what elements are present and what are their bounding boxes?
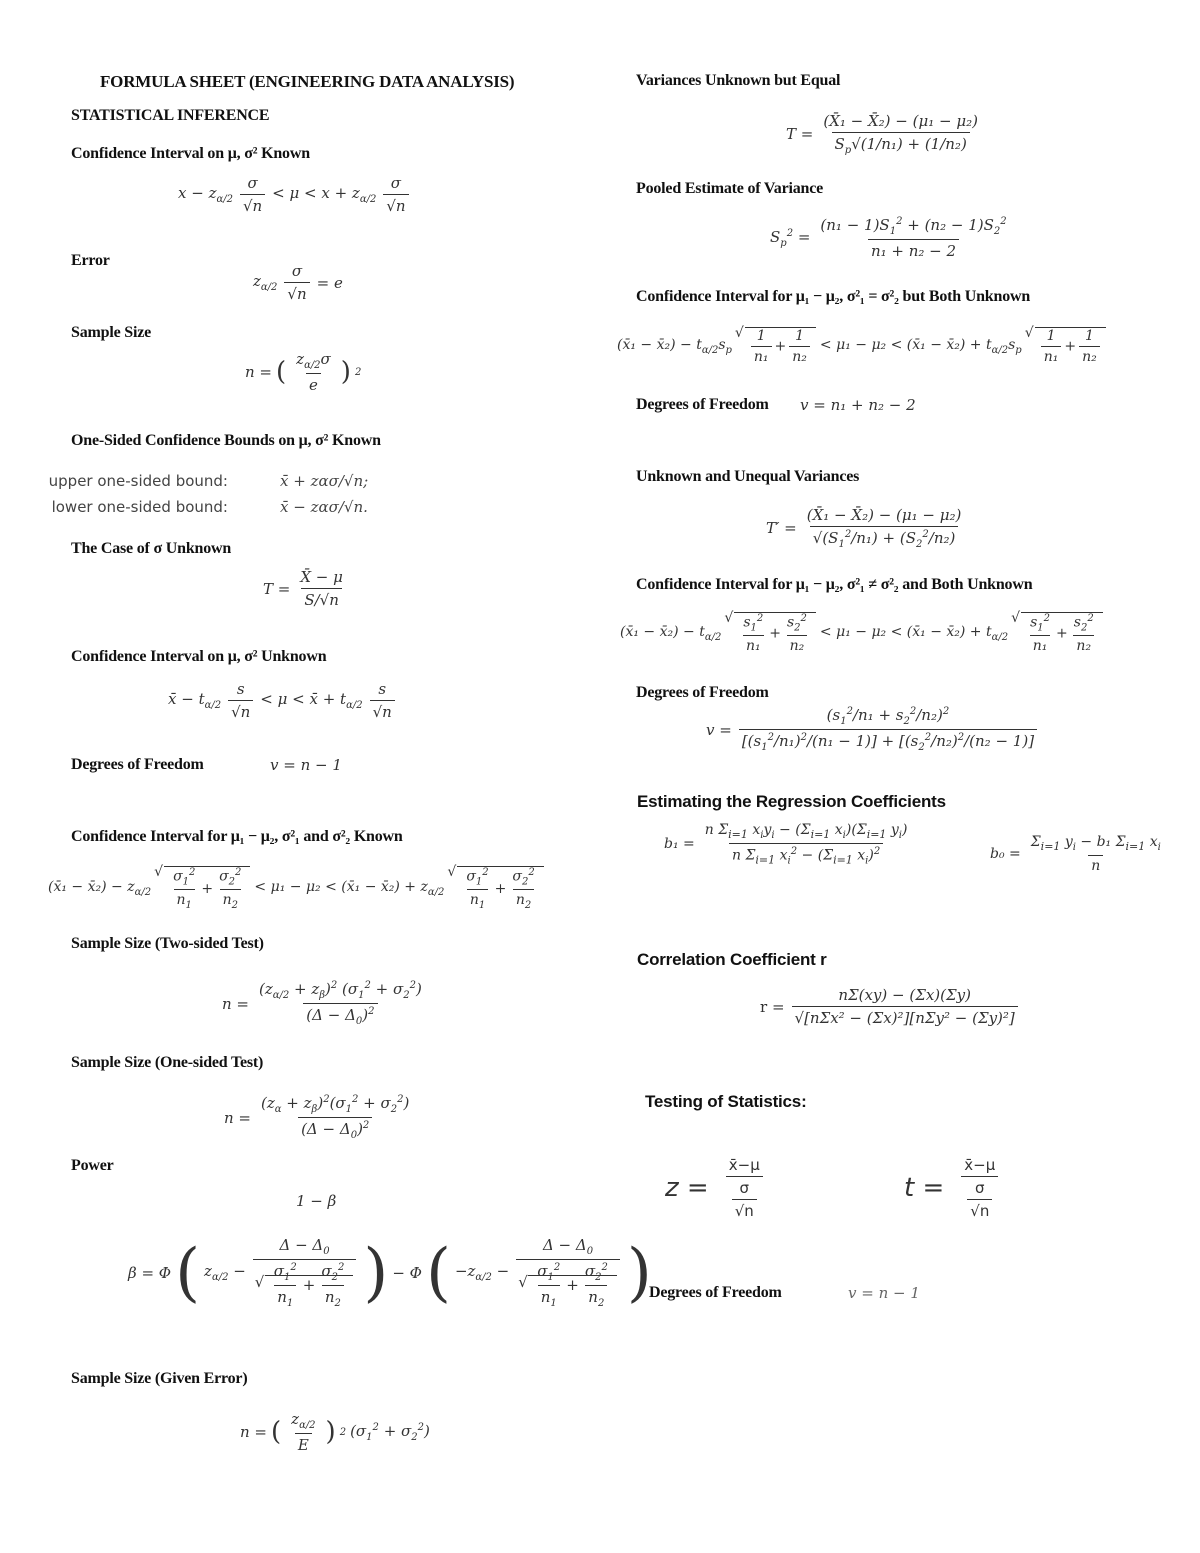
heading-testing: Testing of Statistics: <box>645 1092 807 1111</box>
formula-dof-1: v = n₁ + n₂ − 2 <box>800 396 916 414</box>
formula-t-test: t = $\frac{x̄-\mu}{\frac{\sigma}{√n}}$ <box>904 1156 1001 1220</box>
heading-one-sided: One-Sided Confidence Bounds on μ, σ² Known <box>71 432 381 449</box>
heading-regression: Estimating the Regression Coefficients <box>637 792 946 811</box>
heading-ss-two-sided: Sample Size (Two-sided Test) <box>71 935 264 952</box>
formula-correlation: r = $\frac{n\Sigma(xy) - (\Sigma x)(\Sigma y)}{\text{√[nΣx² − (Σx)²][nΣy² − (Σy)²]}}$ <box>760 986 1021 1027</box>
formula-t-pooled: T = $\frac{\text{(X̄₁ − X̄₂) − (μ₁ − μ₂)}}{S_p√(1/n_1) + (1/n_2)}$ <box>786 112 978 156</box>
lower-bound-label: lower one-sided bound: <box>51 498 228 516</box>
heading-var-equal: Variances Unknown but Equal <box>636 72 841 89</box>
one-sided-bounds <box>38 472 368 524</box>
formula-sample-size: n = ( $\frac{z_{\alpha/2}\sigma}{e}$ ) 2 <box>245 350 362 394</box>
formula-ci-unequal: (x̄₁ − x̄₂) − $t_{\alpha/2}$ √ $\frac{s_1^2}{\text{n₁}}$ + $\frac{s_2^2}{\text{n₂}}$ < μ₁ − μ₂ < (x̄₁ − x̄₂) + $t_{\alpha/2}$ √ $\frac{s_1^2}{\text{n₁}}$ + $\frac{s_2^2}{\text{n₂}}$ <box>620 612 1103 654</box>
formula-beta: β = Φ ( $z_{\alpha/2}$ − $\Delta - \Delta_0$ √ $\frac{\sigma_1^2}{n_1}$ + $\frac{\sigma_2^2}{n_2}$ ) − Φ ( $-z_{\alpha/2}$ − $\Delta - \Delta_0$ √ $\frac{\sigma_1^2}{n_1}$ + $\frac{\sigma_2^2}{n_2}$ ) <box>128 1236 652 1309</box>
formula-ss-one-sided: n = $\frac{(z_\alpha + z_\beta)^2(\sigma_1^2 + \sigma_2^2)}{(\Delta - \Delta_0)^2}$ <box>224 1094 410 1141</box>
heading-correlation: Correlation Coefficient r <box>637 950 827 969</box>
section-heading: STATISTICAL INFERENCE <box>71 107 270 124</box>
heading-error: Error <box>71 252 110 269</box>
heading-unequal: Unknown and Unequal Variances <box>636 468 860 485</box>
formula-power: 1 − β <box>296 1192 337 1210</box>
formula-ss-given-error: n = ( $\frac{z_{\alpha/2}}{E}$ ) 2 $(\sigma_1^2 + \sigma_2^2)$ <box>240 1410 430 1454</box>
heading-ci-equal: Confidence Interval for μ₁ − μ₂, σ²₁ = σ²₂ but Both Unknown <box>636 288 1031 305</box>
heading-ci-known: Confidence Interval on μ, σ² Known <box>71 145 310 162</box>
formula-z-test: z = $\frac{x̄-\mu}{\frac{\sigma}{√n}}$ <box>665 1156 766 1220</box>
formula-dof-3: v = n − 1 <box>848 1284 920 1302</box>
heading-ss-given-error: Sample Size (Given Error) <box>71 1370 248 1387</box>
lower-bound-value: x̄ − zασ/√n. <box>280 498 368 516</box>
formula-ss-two-sided: n = $\frac{(z_{\alpha/2} + z_\beta)^2 (\sigma_1^2 + \sigma_2^2)}{(\Delta - \Delta_0)^2}$ <box>222 980 422 1027</box>
heading-sigma-unknown: The Case of σ Unknown <box>71 540 232 557</box>
formula-t-statistic: T = $\frac{X̄ - \mu}{S/√n}$ <box>263 568 343 609</box>
heading-ci-unequal: Confidence Interval for μ₁ − μ₂, σ²₁ ≠ σ²₂ and Both Unknown <box>636 576 1033 593</box>
heading-ss-one-sided: Sample Size (One-sided Test) <box>71 1054 264 1071</box>
heading-dof-1: Degrees of Freedom <box>636 396 769 413</box>
heading-dof-3: Degrees of Freedom <box>649 1284 782 1301</box>
formula-ci-unknown: x̄ − $t_{\alpha/2}$ $\frac{s}{√n}$ < μ < x̄ + $t_{\alpha/2}$ $\frac{s}{√n}$ <box>168 680 398 721</box>
heading-power: Power <box>71 1157 114 1174</box>
heading-dof-left: Degrees of Freedom <box>71 756 204 773</box>
heading-sample-size: Sample Size <box>71 324 152 341</box>
heading-ci-unknown: Confidence Interval on μ, σ² Unknown <box>71 648 327 665</box>
formula-ci-equal: (x̄₁ − x̄₂) − $t_{\alpha/2}s_p$ √ $\frac{1}{\text{n₁}}$ + $\frac{1}{\text{n₂}}$ < μ₁ − μ₂ < (x̄₁ − x̄₂) + $t_{\alpha/2}s_p$ √ $\frac{1}{\text{n₁}}$ + $\frac{1}{\text{n₂}}$ <box>617 327 1106 365</box>
formula-pooled: $S_p^2$ = $\frac{(n_1 - 1)S_1^2 + (n_2 - 1)S_2^2}{\text{n₁ + n₂ − 2}}$ <box>770 216 1007 260</box>
formula-ci-known: $x - z_{\alpha/2}$ $\frac{\sigma}{√n}$ < $\mu < x + z_{\alpha/2}$ $\frac{\sigma}{√n}$ <box>178 174 412 215</box>
formula-dof-2: v = $\frac{(s_1^2/n_1 + s_2^2/n_2)^2}{[(s_1^2/n_1)^2/(n_1 - 1)] + [(s_2^2/n_2)^2/(n_2 - 1)]}$ <box>706 706 1040 753</box>
formula-error: $z_{\alpha/2}$ $\frac{\sigma}{√n}$ = e <box>253 262 343 303</box>
heading-pooled: Pooled Estimate of Variance <box>636 180 824 197</box>
heading-dof-2: Degrees of Freedom <box>636 684 769 701</box>
formula-b1: b₁ = $\frac{n \Sigma_{i=1} x_iy_i - (\Sigma_{i=1} x_i)(\Sigma_{i=1} y_i)}{n \Sigma_{i=1} x_i^2 - (\Sigma_{i=1} x_i)^2}$ <box>664 822 908 867</box>
page-title: FORMULA SHEET (ENGINEERING DATA ANALYSIS) <box>100 72 515 91</box>
formula-b0: b₀ = $\frac{\Sigma_{i=1} y_i - b_1 \Sigma_{i=1} x_i}{n}$ <box>990 834 1161 874</box>
upper-bound-value: x̄ + zασ/√n; <box>280 472 369 490</box>
heading-ci-two-known: Confidence Interval for μ₁ − μ₂, σ²₁ and σ²₂ Known <box>71 828 403 845</box>
upper-bound-label: upper one-sided bound: <box>48 472 228 490</box>
formula-t-unequal: T′ = $\frac{\text{(X̄₁ − X̄₂) − (μ₁ − μ₂)}}{√(S_1^2/n_1) + (S_2^2/n_2)}$ <box>766 506 962 550</box>
formula-ci-two-known: (x̄₁ − x̄₂) − $z_{\alpha/2}$ √ $\frac{\sigma_1^2}{n_1}$ + $\frac{\sigma_2^2}{n_2}$ < μ₁ − μ₂ < (x̄₁ − x̄₂) + $z_{\alpha/2}$ √ $\frac{\sigma_1^2}{n_1}$ + $\frac{\sigma_2^2}{n_2}$ <box>48 866 544 911</box>
formula-dof-left: v = n − 1 <box>270 756 342 774</box>
